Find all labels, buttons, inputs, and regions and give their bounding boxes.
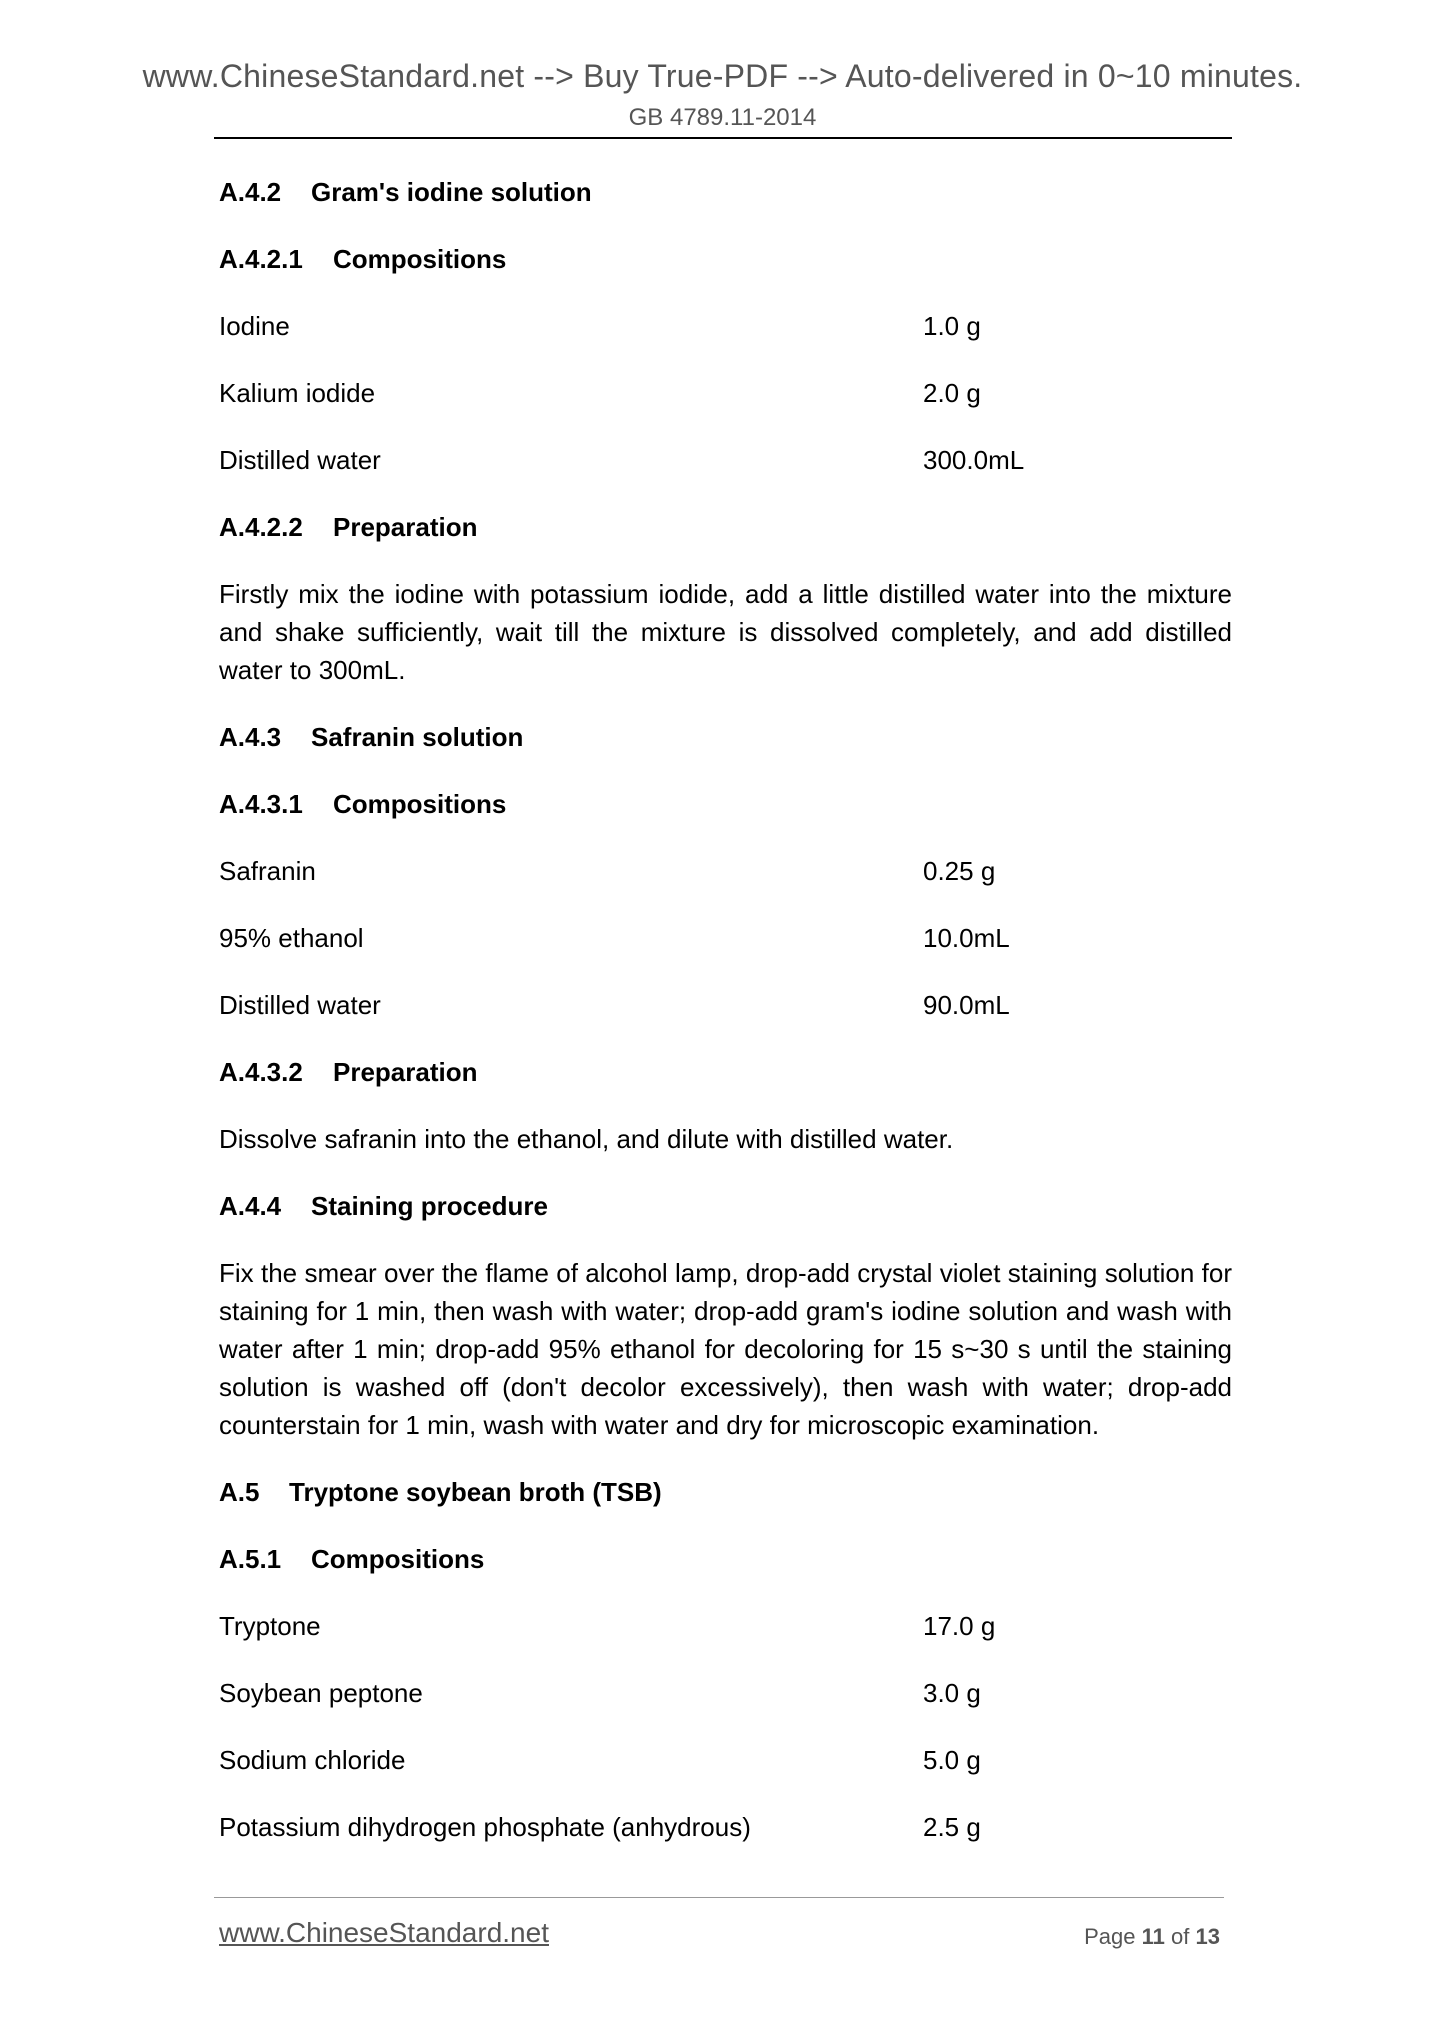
- section-title: Gram's iodine solution: [311, 177, 592, 207]
- footer-divider: [214, 1897, 1224, 1898]
- section-title: Tryptone soybean broth (TSB): [289, 1477, 662, 1507]
- ingredient-name: Distilled water: [219, 990, 381, 1020]
- section-number: A.4.3: [219, 722, 282, 752]
- composition-row: [219, 1741, 1232, 1779]
- ingredient-name: Iodine: [219, 311, 290, 341]
- ingredient-name: Kalium iodide: [219, 378, 376, 408]
- section-title: Compositions: [333, 244, 507, 274]
- footer-link[interactable]: www.ChineseStandard.net: [219, 1917, 549, 1948]
- page-label: Page: [1084, 1924, 1136, 1949]
- section-number: A.4.4: [219, 1191, 282, 1221]
- ingredient-name: Distilled water: [219, 445, 381, 475]
- composition-row: [219, 1674, 1232, 1712]
- ingredient-name: Potassium dihydrogen phosphate (anhydrous): [219, 1812, 751, 1842]
- section-heading-a432: [219, 1053, 1232, 1091]
- composition-row: [219, 919, 1232, 957]
- ingredient-name: Safranin: [219, 856, 316, 886]
- section-title: Safranin solution: [311, 722, 524, 752]
- ingredient-quantity: 2.0 g: [923, 378, 981, 408]
- section-title: Compositions: [311, 1544, 485, 1574]
- section-number: A.4.2: [219, 177, 282, 207]
- section-number: A.4.2.1: [219, 244, 303, 274]
- section-number: A.4.2.2: [219, 512, 303, 542]
- ingredient-quantity: 5.0 g: [923, 1745, 981, 1775]
- ingredient-quantity: 17.0 g: [923, 1611, 996, 1641]
- composition-row: [219, 374, 1232, 412]
- composition-row: [219, 852, 1232, 890]
- composition-row: [219, 1808, 1232, 1846]
- section-heading-a42: [219, 173, 1232, 211]
- preparation-text: Firstly mix the iodine with potassium iodide, add a little distilled water into the mixture and shake sufficiently, wait till the mixture is dissolved completely, and add distilled water to 300mL.: [219, 579, 1232, 685]
- composition-row: [219, 986, 1232, 1024]
- section-heading-a44: [219, 1187, 1232, 1225]
- ingredient-name: Tryptone: [219, 1611, 321, 1641]
- document-body: [219, 173, 1232, 1846]
- section-heading-a421: [219, 240, 1232, 278]
- standard-number: GB 4789.11-2014: [628, 104, 817, 131]
- section-number: A.5.1: [219, 1544, 282, 1574]
- page-current: 11: [1141, 1924, 1165, 1949]
- composition-row: [219, 1607, 1232, 1645]
- section-heading-a43: [219, 718, 1232, 756]
- ingredient-quantity: 10.0mL: [923, 923, 1010, 953]
- composition-row: [219, 307, 1232, 345]
- section-number: A.5: [219, 1477, 260, 1507]
- ingredient-quantity: 0.25 g: [923, 856, 996, 886]
- ingredient-name: 95% ethanol: [219, 923, 364, 953]
- section-title: Preparation: [333, 512, 478, 542]
- ingredient-quantity: 2.5 g: [923, 1812, 981, 1842]
- composition-row: [219, 441, 1232, 479]
- section-heading-a51: [219, 1540, 1232, 1578]
- ingredient-quantity: 300.0mL: [923, 445, 1025, 475]
- page-of: of: [1171, 1924, 1190, 1949]
- ingredient-quantity: 3.0 g: [923, 1678, 981, 1708]
- procedure-text: Fix the smear over the flame of alcohol lamp, drop-add crystal violet staining solution for staining for 1 min, then wash with water; drop-add gram's iodine solution and wash with water after 1 min; drop-add 95% ethanol for decoloring for 15 s~30 s until the staining solution is washed off (don't decolor excessively), then wash with water; drop-add counterstain for 1 min, wash with water and dry for microscopic examination.: [219, 1258, 1232, 1440]
- section-heading-a5: [219, 1473, 1232, 1511]
- section-title: Compositions: [333, 789, 507, 819]
- header-divider: [214, 137, 1232, 139]
- ingredient-name: Soybean peptone: [219, 1678, 423, 1708]
- section-heading-a431: [219, 785, 1232, 823]
- ingredient-name: Sodium chloride: [219, 1745, 406, 1775]
- page-total: 13: [1195, 1924, 1220, 1949]
- ingredient-quantity: 1.0 g: [923, 311, 981, 341]
- page-indicator: [1084, 1924, 1220, 1950]
- section-number: A.4.3.1: [219, 789, 303, 819]
- section-number: A.4.3.2: [219, 1057, 303, 1087]
- preparation-text: Dissolve safranin into the ethanol, and dilute with distilled water.: [219, 1124, 954, 1154]
- header-link[interactable]: www.ChineseStandard.net --> Buy True-PDF --> Auto-delivered in 0~10 minutes.: [142, 58, 1303, 94]
- section-title: Staining procedure: [311, 1191, 548, 1221]
- section-title: Preparation: [333, 1057, 478, 1087]
- section-heading-a422: [219, 508, 1232, 546]
- ingredient-quantity: 90.0mL: [923, 990, 1010, 1020]
